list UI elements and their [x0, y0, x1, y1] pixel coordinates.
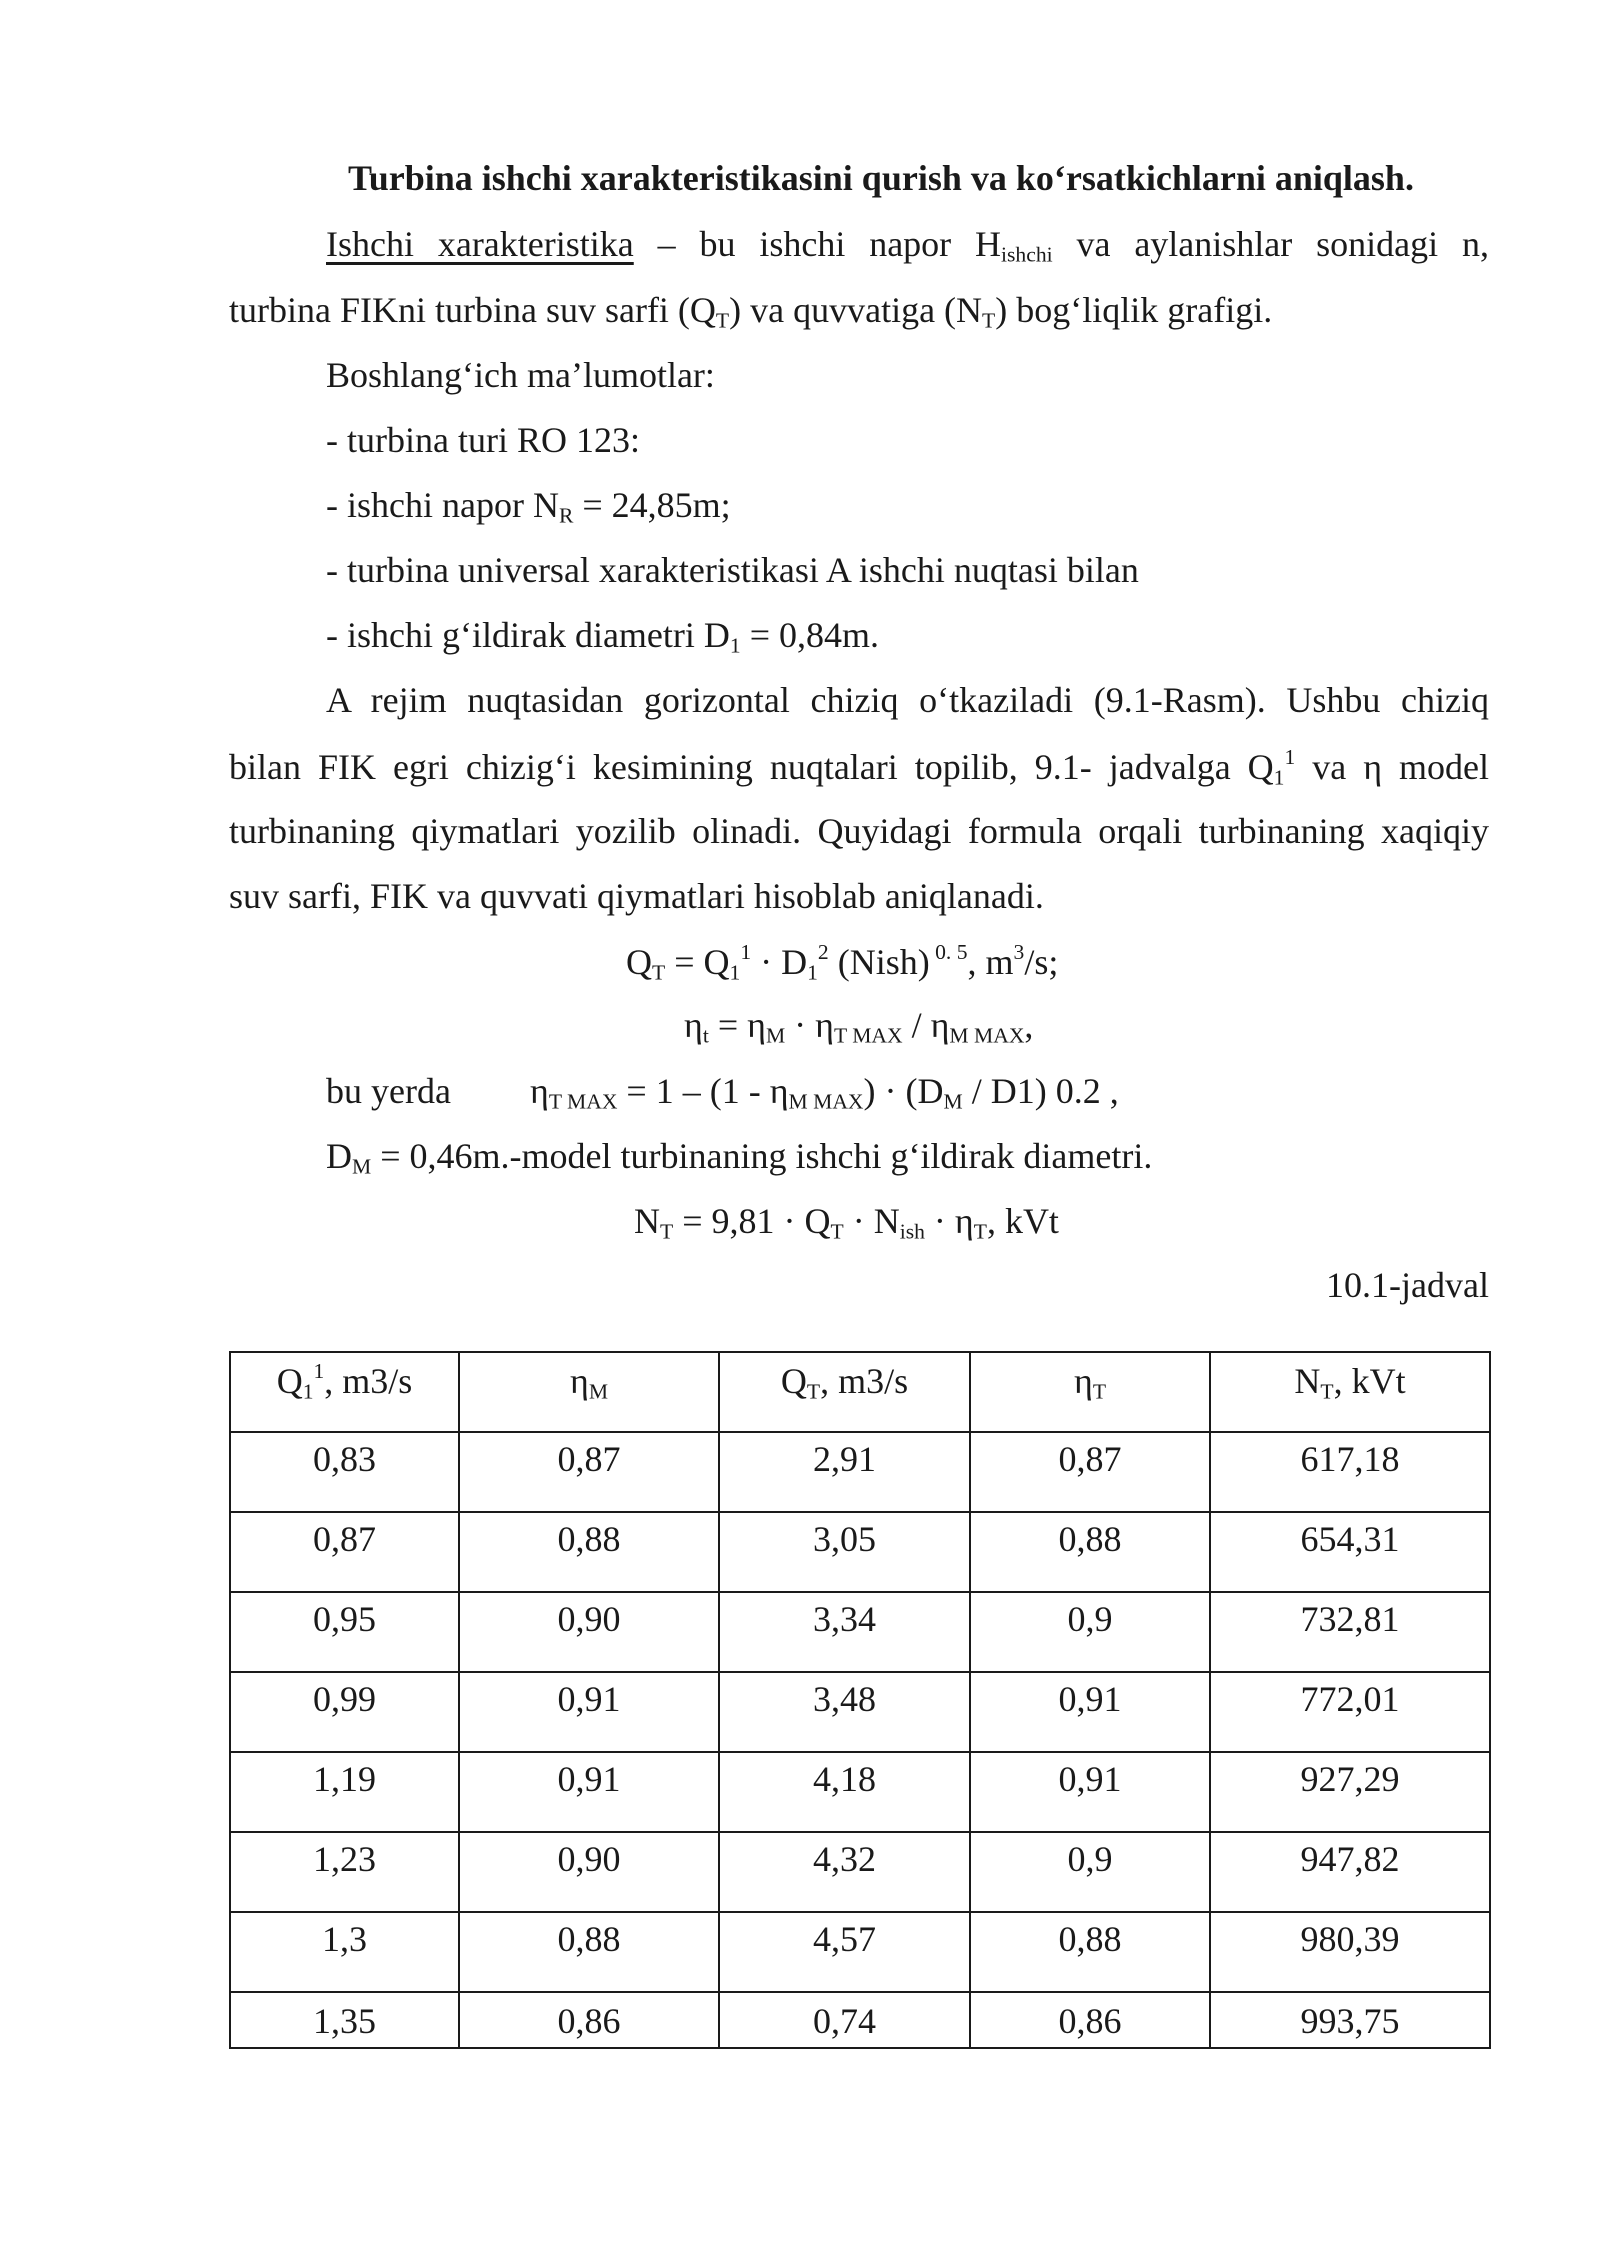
superscript: 1: [313, 1359, 325, 1383]
table-cell: 993,75: [1210, 1992, 1490, 2048]
subscript: 1: [729, 960, 741, 985]
definition-line-1: [326, 226, 1489, 266]
subscript: ish: [899, 1219, 925, 1244]
text: = Q: [665, 942, 730, 983]
table-cell: 2,91: [719, 1432, 970, 1512]
subscript: T: [973, 1219, 987, 1244]
text: = 24,85m;: [573, 485, 731, 525]
header-text: Q: [276, 1361, 303, 1402]
text: = 0,84m.: [740, 615, 880, 655]
text: - ishchi g‘ildirak diametri D: [326, 615, 730, 655]
text: ) · (D: [863, 1071, 944, 1111]
formula-model-diameter: [326, 1138, 1152, 1178]
subscript: M: [352, 1154, 372, 1179]
term-ishchi-xarakteristika: Ishchi xarakteristika: [326, 224, 634, 264]
table-cell: 947,82: [1210, 1832, 1490, 1912]
table-cell: 0,86: [459, 1992, 719, 2048]
header-eta-t: [970, 1352, 1210, 1432]
text: (Nish): [828, 942, 930, 983]
text: – bu ishchi napor H: [633, 224, 1002, 264]
subscript: 1: [807, 960, 818, 985]
table-cell: 0,87: [970, 1432, 1210, 1512]
subscript: M MAX: [949, 1023, 1025, 1048]
table-caption: 10.1-jadval: [1326, 1265, 1489, 1305]
subscript: M MAX: [788, 1089, 864, 1114]
text: bilan FIK egri chizig‘i kesimining nuqtalari topilib, 9.1- jadvalga Q: [229, 747, 1274, 788]
text: va aylanishlar sonidagi n,: [1052, 224, 1489, 264]
definition-line-2: [229, 292, 1272, 332]
subscript: M: [765, 1023, 786, 1048]
header-q1-prime: [230, 1352, 459, 1432]
table-row: [230, 1512, 1490, 1592]
text: = 9,81 · Q: [673, 1201, 831, 1241]
initial-item-head: [326, 487, 731, 527]
text: Q: [626, 942, 652, 983]
method-line-1: A rejim nuqtasidan gorizontal chiziq o‘tkaziladi (9.1-Rasm). Ushbu chiziq: [326, 680, 1489, 720]
text: ,: [1024, 1005, 1034, 1045]
header-text: Q: [780, 1361, 807, 1402]
text: · N: [843, 1201, 900, 1241]
text: , kVt: [986, 1201, 1059, 1241]
superscript: 0. 5: [929, 940, 968, 964]
table-cell: 0,88: [459, 1512, 719, 1592]
table-cell: 4,57: [719, 1912, 970, 1992]
subscript: M: [588, 1379, 609, 1404]
text: η: [684, 1005, 703, 1045]
table-cell: 0,74: [719, 1992, 970, 2048]
table-cell: 1,23: [230, 1832, 459, 1912]
subscript: M: [943, 1089, 963, 1114]
superscript: 1: [1284, 745, 1296, 769]
table-cell: 0,90: [459, 1832, 719, 1912]
table-cell: 3,34: [719, 1592, 970, 1672]
text: ) va quvvatiga (N: [729, 290, 983, 330]
table-cell: 1,19: [230, 1752, 459, 1832]
initial-item-diameter: [326, 617, 879, 657]
superscript: 2: [817, 940, 829, 964]
header-text: , m3/s: [324, 1361, 413, 1402]
table-cell: 0,90: [459, 1592, 719, 1672]
table-row: [230, 1992, 1490, 2048]
text: va η model: [1295, 747, 1489, 788]
header-text: N: [1294, 1361, 1321, 1402]
table-cell: 4,32: [719, 1832, 970, 1912]
table-cell: 732,81: [1210, 1592, 1490, 1672]
subscript: T: [652, 960, 666, 985]
table-row: [230, 1672, 1490, 1752]
table-cell: 654,31: [1210, 1512, 1490, 1592]
formula-power: [634, 1203, 1059, 1243]
formula-label-bu-yerda: bu yerda: [326, 1071, 451, 1111]
formula-max-efficiency: [530, 1073, 1119, 1113]
table-cell: 0,91: [970, 1752, 1210, 1832]
table-body: [230, 1432, 1490, 2048]
method-line-2: [229, 747, 1489, 789]
table-cell: 0,87: [230, 1512, 459, 1592]
superscript: 3: [1013, 940, 1025, 964]
table-row: [230, 1592, 1490, 1672]
subscript: T MAX: [548, 1089, 618, 1114]
text: , m: [967, 942, 1014, 983]
table-cell: 0,88: [459, 1912, 719, 1992]
table-row: [230, 1912, 1490, 1992]
initial-item-turbine-type: - turbina turi RO 123:: [326, 420, 640, 460]
subscript: ishchi: [1001, 242, 1053, 267]
text: D: [326, 1136, 352, 1176]
subscript: R: [558, 503, 574, 528]
text: = η: [708, 1005, 766, 1045]
table-cell: 0,91: [459, 1752, 719, 1832]
table-cell: 927,29: [1210, 1752, 1490, 1832]
subscript: T: [982, 308, 996, 333]
table-cell: 1,35: [230, 1992, 459, 2048]
initial-data-heading: Boshlang‘ich ma’lumotlar:: [326, 355, 715, 395]
text: / D1) 0.2 ,: [962, 1071, 1119, 1111]
table-row: [230, 1752, 1490, 1832]
text: · η: [924, 1201, 974, 1241]
text: · D: [751, 942, 808, 983]
table-cell: 0,9: [970, 1832, 1210, 1912]
text: - ishchi napor N: [326, 485, 559, 525]
table-cell: 0,88: [970, 1512, 1210, 1592]
subscript: T: [806, 1379, 821, 1404]
table-cell: 1,3: [230, 1912, 459, 1992]
formula-flow-rate: [626, 942, 1058, 984]
table-cell: 3,48: [719, 1672, 970, 1752]
formula-efficiency: [684, 1007, 1033, 1047]
method-line-4: suv sarfi, FIK va quvvati qiymatlari hisoblab aniqlanadi.: [229, 876, 1044, 916]
table-cell: 0,9: [970, 1592, 1210, 1672]
header-q-t: [719, 1352, 970, 1432]
table-cell: 0,91: [459, 1672, 719, 1752]
table-cell: 980,39: [1210, 1912, 1490, 1992]
table-cell: 0,91: [970, 1672, 1210, 1752]
subscript: 1: [302, 1379, 314, 1404]
table-cell: 0,86: [970, 1992, 1210, 2048]
table-cell: 0,99: [230, 1672, 459, 1752]
header-text: η: [1073, 1361, 1093, 1402]
table-cell: 0,95: [230, 1592, 459, 1672]
table-cell: 0,87: [459, 1432, 719, 1512]
text: ) bog‘liqlik grafigi.: [995, 290, 1273, 330]
subscript: T: [1320, 1379, 1334, 1404]
table-header-row: [230, 1352, 1490, 1432]
results-table: [229, 1351, 1491, 2049]
text: η: [530, 1071, 549, 1111]
text: turbina FIKni turbina suv sarfi (Q: [229, 290, 716, 330]
subscript: T: [1092, 1379, 1107, 1404]
subscript: t: [702, 1023, 709, 1048]
subscript: T: [715, 308, 730, 333]
method-line-3: turbinaning qiymatlari yozilib olinadi. Quyidagi formula orqali turbinaning xaqiqiy: [229, 811, 1489, 851]
table-row: [230, 1432, 1490, 1512]
subscript: T MAX: [834, 1023, 903, 1048]
header-n-t: [1210, 1352, 1490, 1432]
text: / η: [902, 1005, 950, 1045]
text: /s;: [1024, 942, 1059, 983]
text: · η: [785, 1005, 834, 1045]
table-cell: 4,18: [719, 1752, 970, 1832]
table-cell: 617,18: [1210, 1432, 1490, 1512]
header-eta-m: [459, 1352, 719, 1432]
table-cell: 0,88: [970, 1912, 1210, 1992]
text: = 1 – (1 - η: [617, 1071, 789, 1111]
table-row: [230, 1832, 1490, 1912]
table-cell: 772,01: [1210, 1672, 1490, 1752]
text: = 0,46m.-model turbinaning ishchi g‘ildirak diametri.: [371, 1136, 1153, 1176]
subscript: T: [660, 1219, 674, 1244]
page-title: Turbina ishchi xarakteristikasini qurish va ko‘rsatkichlarni aniqlash.: [348, 158, 1414, 198]
subscript: T: [830, 1219, 844, 1244]
header-text: , m3/s: [820, 1361, 909, 1402]
superscript: 1: [740, 940, 752, 964]
initial-item-universal-characteristic: - turbina universal xarakteristikasi A ishchi nuqtasi bilan: [326, 550, 1139, 590]
table-cell: 0,83: [230, 1432, 459, 1512]
subscript: 1: [1273, 765, 1285, 790]
table-cell: 3,05: [719, 1512, 970, 1592]
text: N: [634, 1201, 660, 1241]
header-text: η: [569, 1361, 589, 1402]
subscript: 1: [729, 633, 741, 658]
header-text: , kVt: [1333, 1361, 1406, 1402]
